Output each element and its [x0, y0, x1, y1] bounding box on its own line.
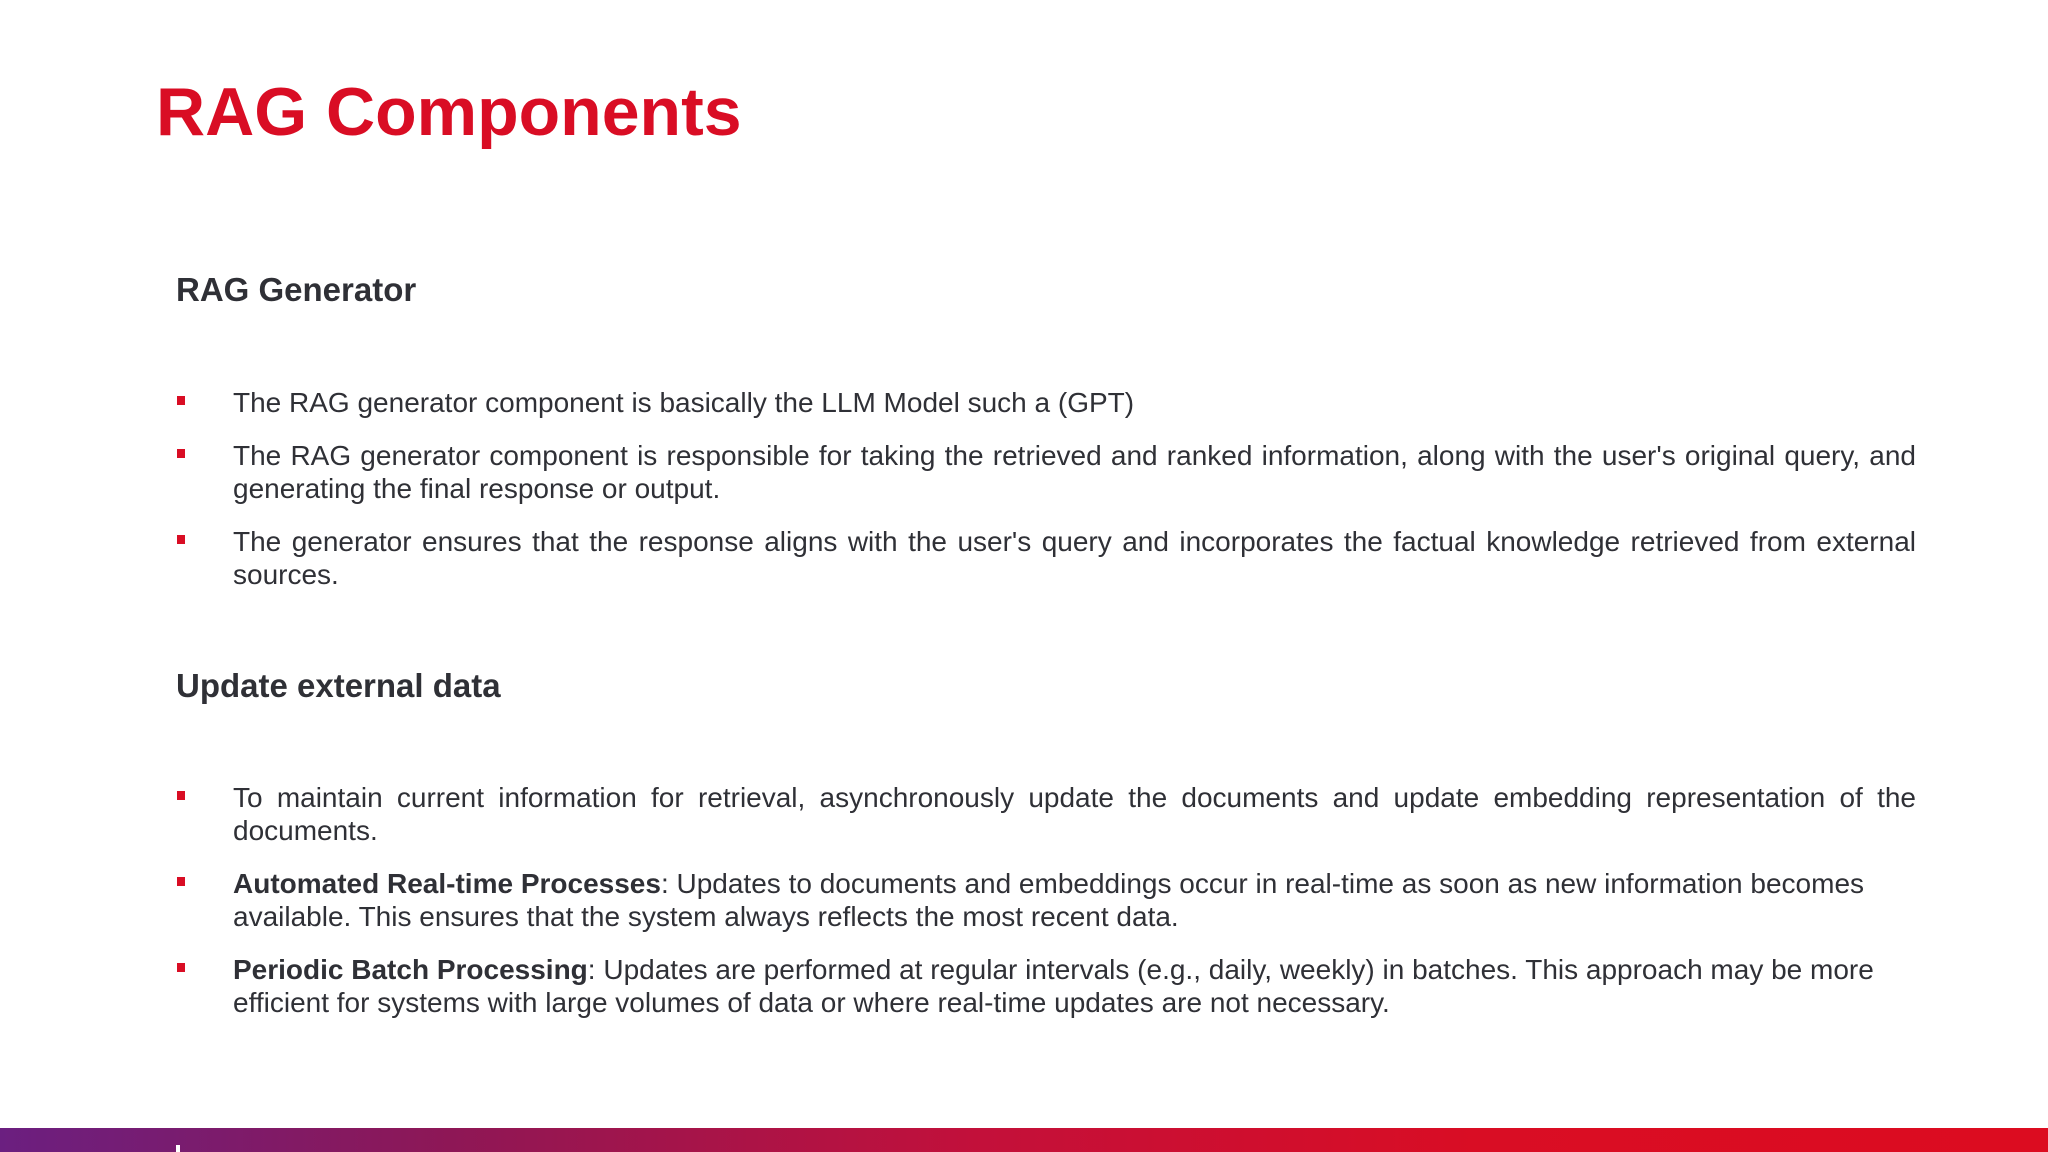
square-bullet-icon: [177, 449, 185, 458]
slide-title: RAG Components: [156, 74, 742, 150]
bullet-item: [176, 953, 1916, 1019]
square-bullet-icon: [177, 396, 185, 405]
bullet-item: [176, 867, 1916, 933]
bullet-text: The RAG generator component is responsible for taking the retrieved and ranked information, along with the user's original query, and generating the final response or output.: [233, 440, 1916, 504]
bullet-text: : Updates are performed at regular intervals (e.g., daily, weekly) in batches. This approach may be more efficient for systems with large volumes of data or where real-time updates are not necessary.: [233, 954, 1874, 1018]
section-heading-update-external-data: Update external data: [176, 667, 501, 704]
footer-tick-mark: [176, 1145, 180, 1152]
square-bullet-icon: [177, 791, 185, 800]
rag-generator-bullet-list: [176, 386, 1916, 611]
square-bullet-icon: [177, 963, 185, 972]
bullet-item: [176, 525, 1916, 591]
update-external-data-bullet-list: [176, 781, 1916, 1039]
bullet-text: : Updates to documents and embeddings occur in real-time as soon as new information becomes available. This ensures that the system always reflects the most recent data.: [233, 868, 1865, 932]
footer-gradient-band: [0, 1128, 2048, 1152]
bullet-text: The generator ensures that the response aligns with the user's query and incorporates the factual knowledge retrieved from external sources.: [233, 526, 1916, 590]
bullet-strong-label: Automated Real-time Processes: [233, 868, 661, 899]
bullet-text: To maintain current information for retrieval, asynchronously update the documents and update embedding representation of the documents.: [233, 782, 1916, 846]
bullet-strong-label: Periodic Batch Processing: [233, 954, 588, 985]
section-heading-rag-generator: RAG Generator: [176, 271, 417, 308]
bullet-item: [176, 439, 1916, 505]
square-bullet-icon: [177, 877, 185, 886]
bullet-text: The RAG generator component is basically the LLM Model such a (GPT): [233, 387, 1135, 418]
bullet-item: [176, 386, 1916, 419]
square-bullet-icon: [177, 535, 185, 544]
bullet-item: [176, 781, 1916, 847]
